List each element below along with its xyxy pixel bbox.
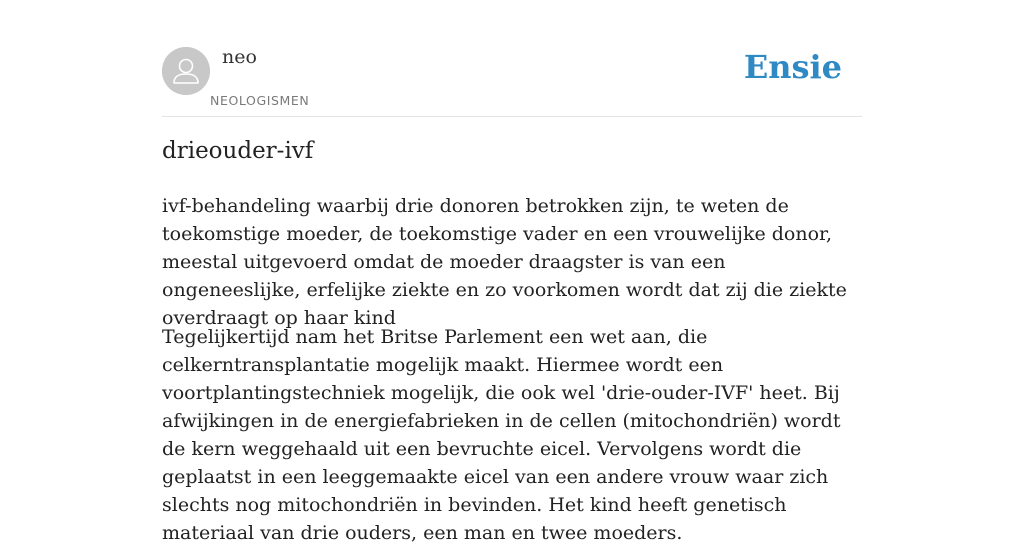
entry-header [162,46,862,117]
user-avatar-icon [162,47,210,95]
entry-title: drieouder-ivf [162,138,314,164]
username-link[interactable]: neo [222,46,257,68]
user-avatar[interactable] [162,47,210,95]
ensie-logo[interactable]: Ensie [743,48,842,86]
category-link[interactable]: NEOLOGISMEN [210,93,310,108]
entry-example: Tegelijkertijd nam het Britse Parlement een wet aan, die celkerntransplantatie mogelijk maakt. Hiermee wordt een voortplantingstechniek mogelijk, die ook wel 'drie-ouder-IVF' heet. Bij afwijkingen in de energiefabrieken in de cellen (mitochondriën) wordt de kern weggehaald uit een bevruchte eicel. Vervolgens wordt die geplaatst in een leeggemaakte eicel van een andere vrouw waar zich slechts nog mitochondriën in bevinden. Het kind heeft genetisch materiaal van drie ouders, een man en twee moeders. [162,326,841,544]
entry-definition: ivf-behandeling waarbij drie donoren betrokken zijn, te weten de toekomstige moeder, de toekomstige vader en een vrouwelijke donor, meestal uitgevoerd omdat de moeder draagster is van een ongeneeslijke, erfelijke ziekte en zo voorkomen wordt dat zij die ziekte overdraagt op haar kind [162,195,847,329]
